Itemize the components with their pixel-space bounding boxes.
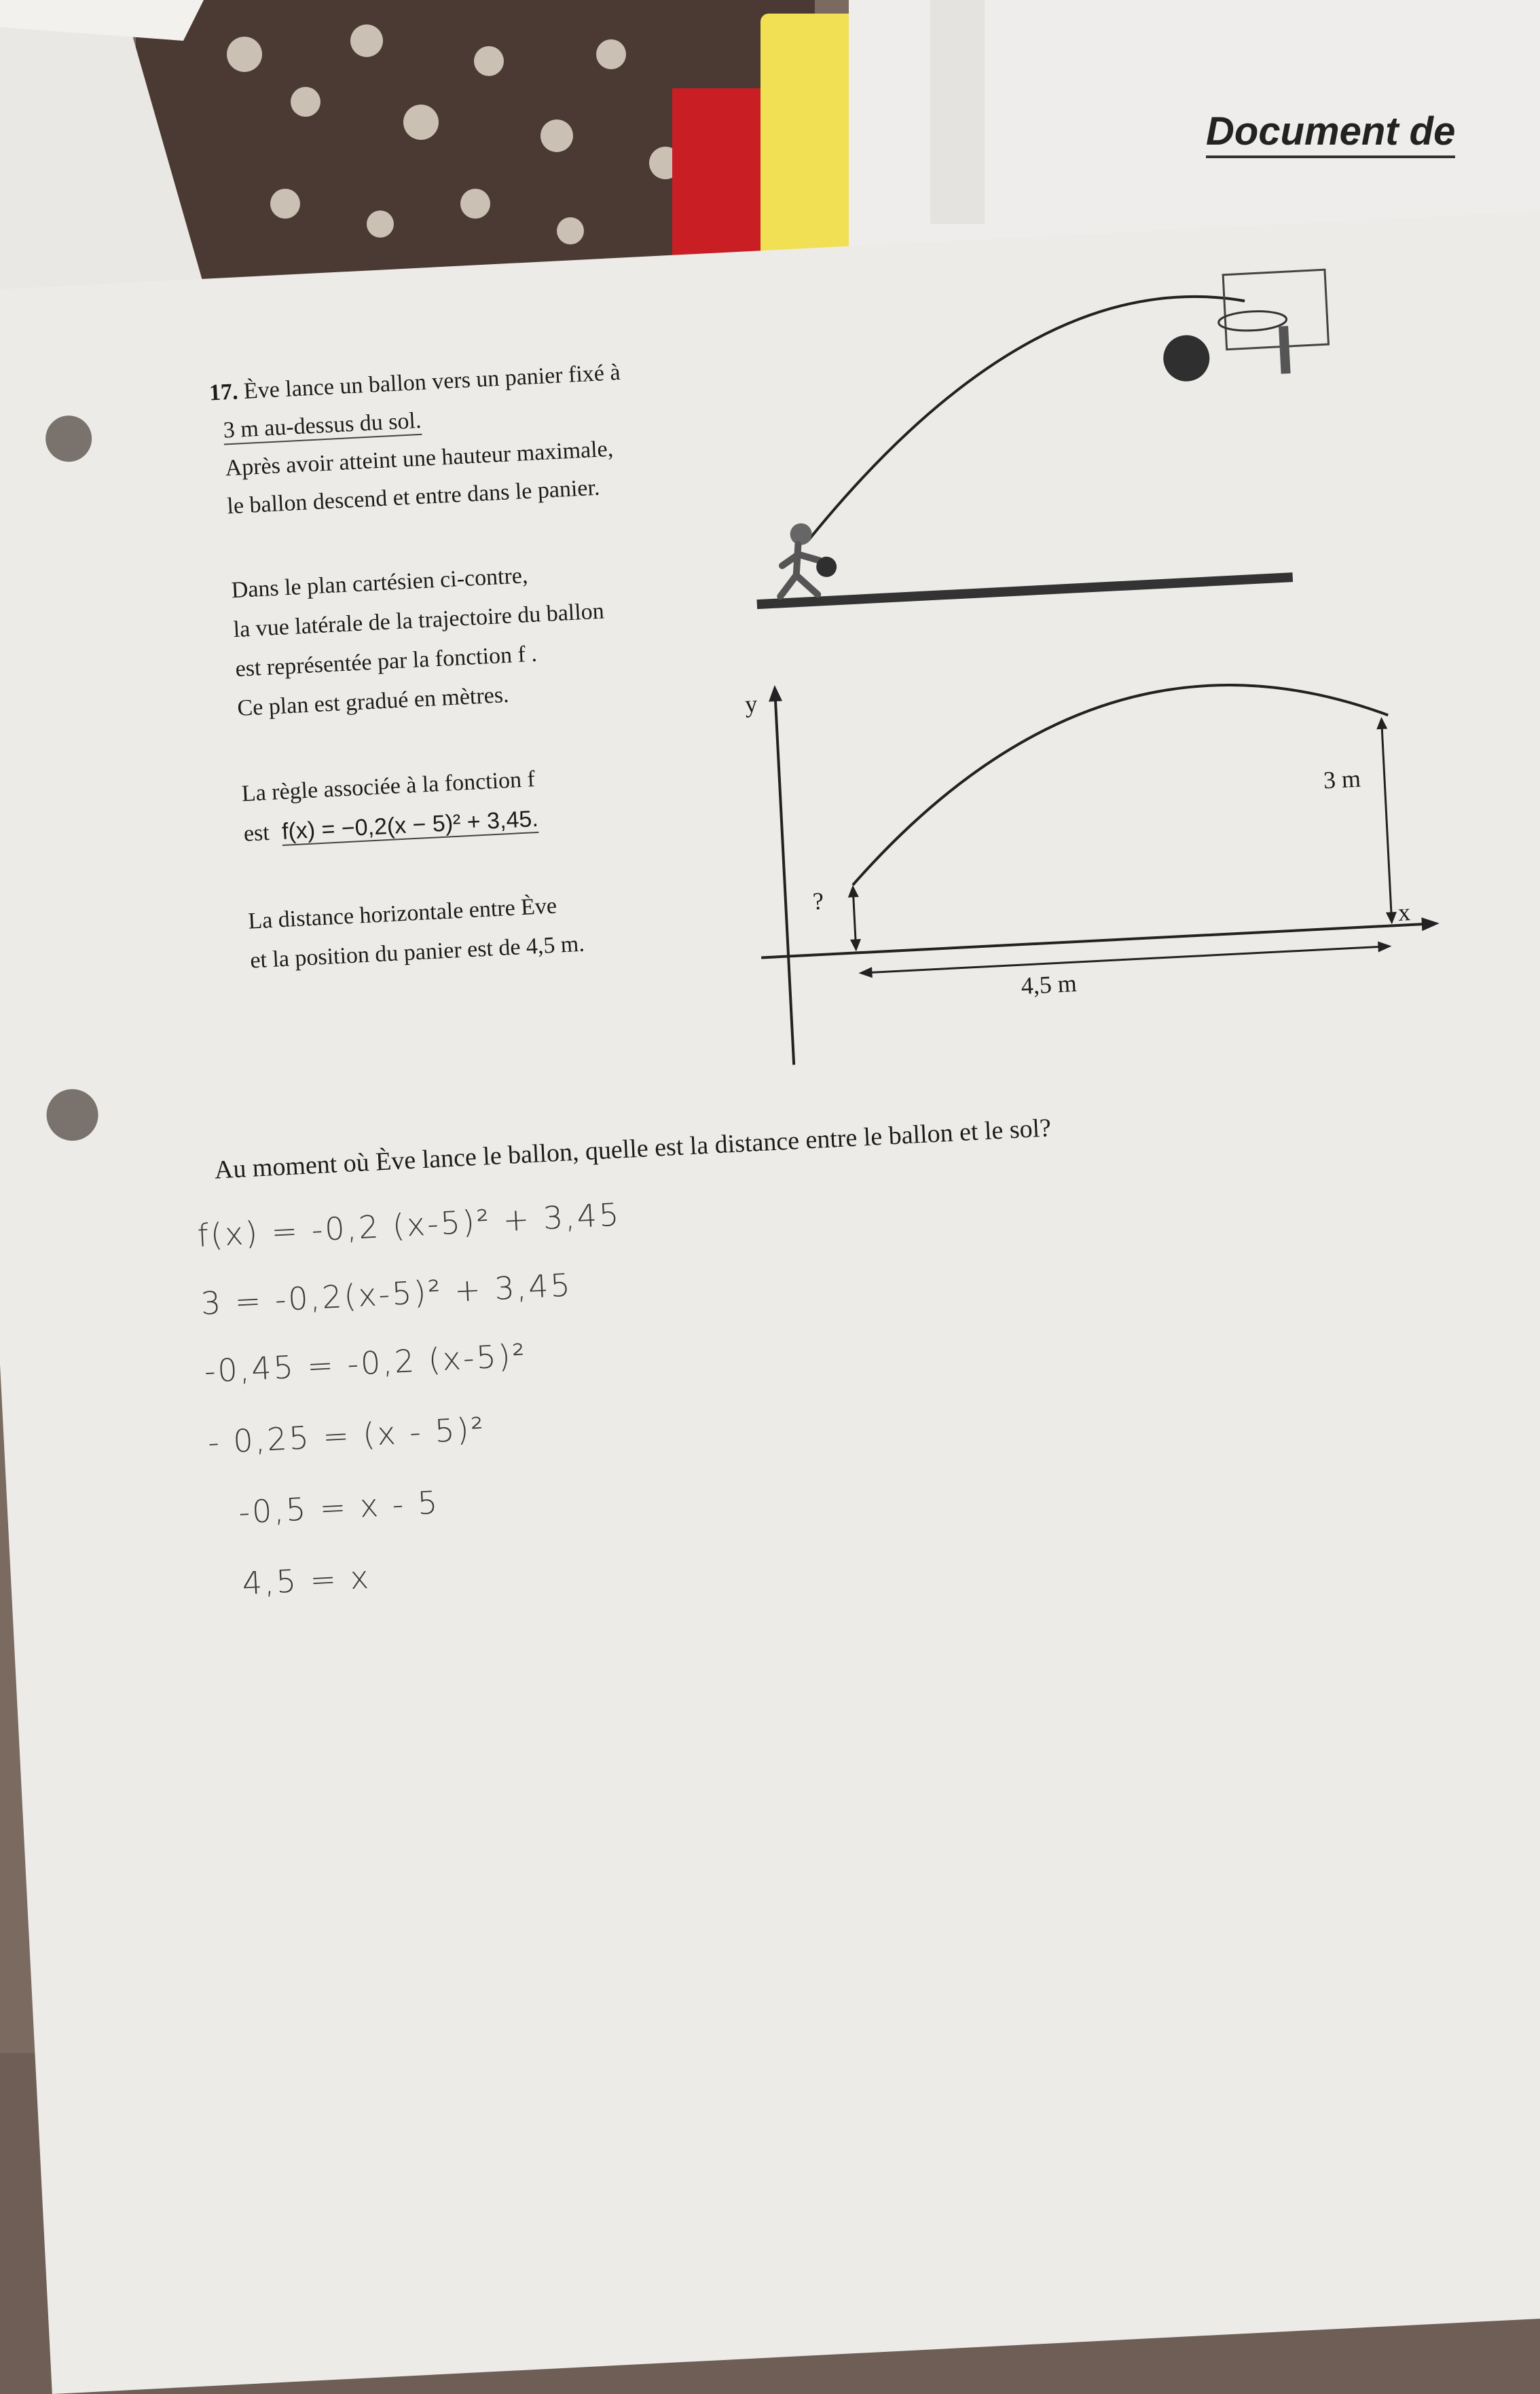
y-axis-label: y	[744, 690, 758, 718]
y-axis-arrow	[768, 684, 782, 701]
problem-number: 17.	[208, 379, 239, 406]
height-3m-label: 3 m	[1322, 765, 1361, 794]
parabola-curve	[843, 677, 1395, 885]
player-figure	[777, 521, 838, 596]
handwriting-line-5: -0,5 = x - 5	[238, 1484, 441, 1531]
plan-line-4: Ce plan est gradué en mètres.	[236, 682, 510, 722]
intro-line-2: 3 m au-dessus du sol.	[223, 408, 422, 445]
intro-line-4: le ballon descend et entre dans le panier.	[226, 475, 601, 519]
handwriting-line-2: 3 = -0,2(x-5)² + 3,45	[200, 1266, 573, 1322]
handwriting-line-4: - 0,25 = (x - 5)²	[206, 1410, 487, 1461]
basketball-illustration	[714, 249, 1343, 660]
handwriting-line-3: -0,45 = -0,2 (x-5)²	[203, 1336, 528, 1390]
x-axis-arrow	[1421, 917, 1440, 931]
intro-line-1: Ève lance un ballon vers un panier fixé à	[243, 359, 621, 404]
cartesian-graph	[734, 652, 1445, 1067]
plan-line-2: la vue latérale de la trajectoire du ballon	[232, 598, 605, 643]
hoop	[1218, 310, 1287, 332]
backboard	[1223, 270, 1328, 349]
handwriting-line-6: 4,5 = x	[241, 1558, 372, 1602]
y-axis	[775, 699, 794, 1065]
basketball	[1162, 334, 1211, 382]
rule-formula: f(x) = −0,2(x − 5)² + 3,45.	[281, 805, 539, 845]
plan-line-3: est représentée par la fonction f .	[234, 641, 538, 682]
ball-trajectory	[796, 294, 1255, 541]
intro-line-3: Après avoir atteint une hauteur maximale,	[224, 436, 615, 481]
distance-4-5m-label: 4,5 m	[1020, 970, 1078, 1000]
worksheet-page	[0, 208, 1540, 2394]
rule-line-2-prefix: est	[243, 820, 270, 847]
document-header-title: Document de	[1206, 109, 1455, 158]
distance-line-2: et la position du panier est de 4,5 m.	[249, 931, 585, 974]
plan-line-1: Dans le plan cartésien ci-contre,	[230, 563, 529, 604]
ground-line	[757, 577, 1293, 604]
rule-line-1: La règle associée à la fonction f	[241, 767, 536, 807]
distance-line-1: La distance horizontale entre Ève	[247, 893, 557, 934]
question-text: Au moment où Ève lance le ballon, quelle est la distance entre le ballon et le sol?	[213, 1113, 1052, 1185]
x-axis	[761, 924, 1426, 958]
question-mark-label: ?	[812, 887, 825, 915]
x-axis-label: x	[1397, 898, 1411, 926]
handwriting-line-1: f(x) = -0,2 (x-5)² + 3,45	[196, 1196, 622, 1254]
basket-pole	[1279, 326, 1291, 374]
